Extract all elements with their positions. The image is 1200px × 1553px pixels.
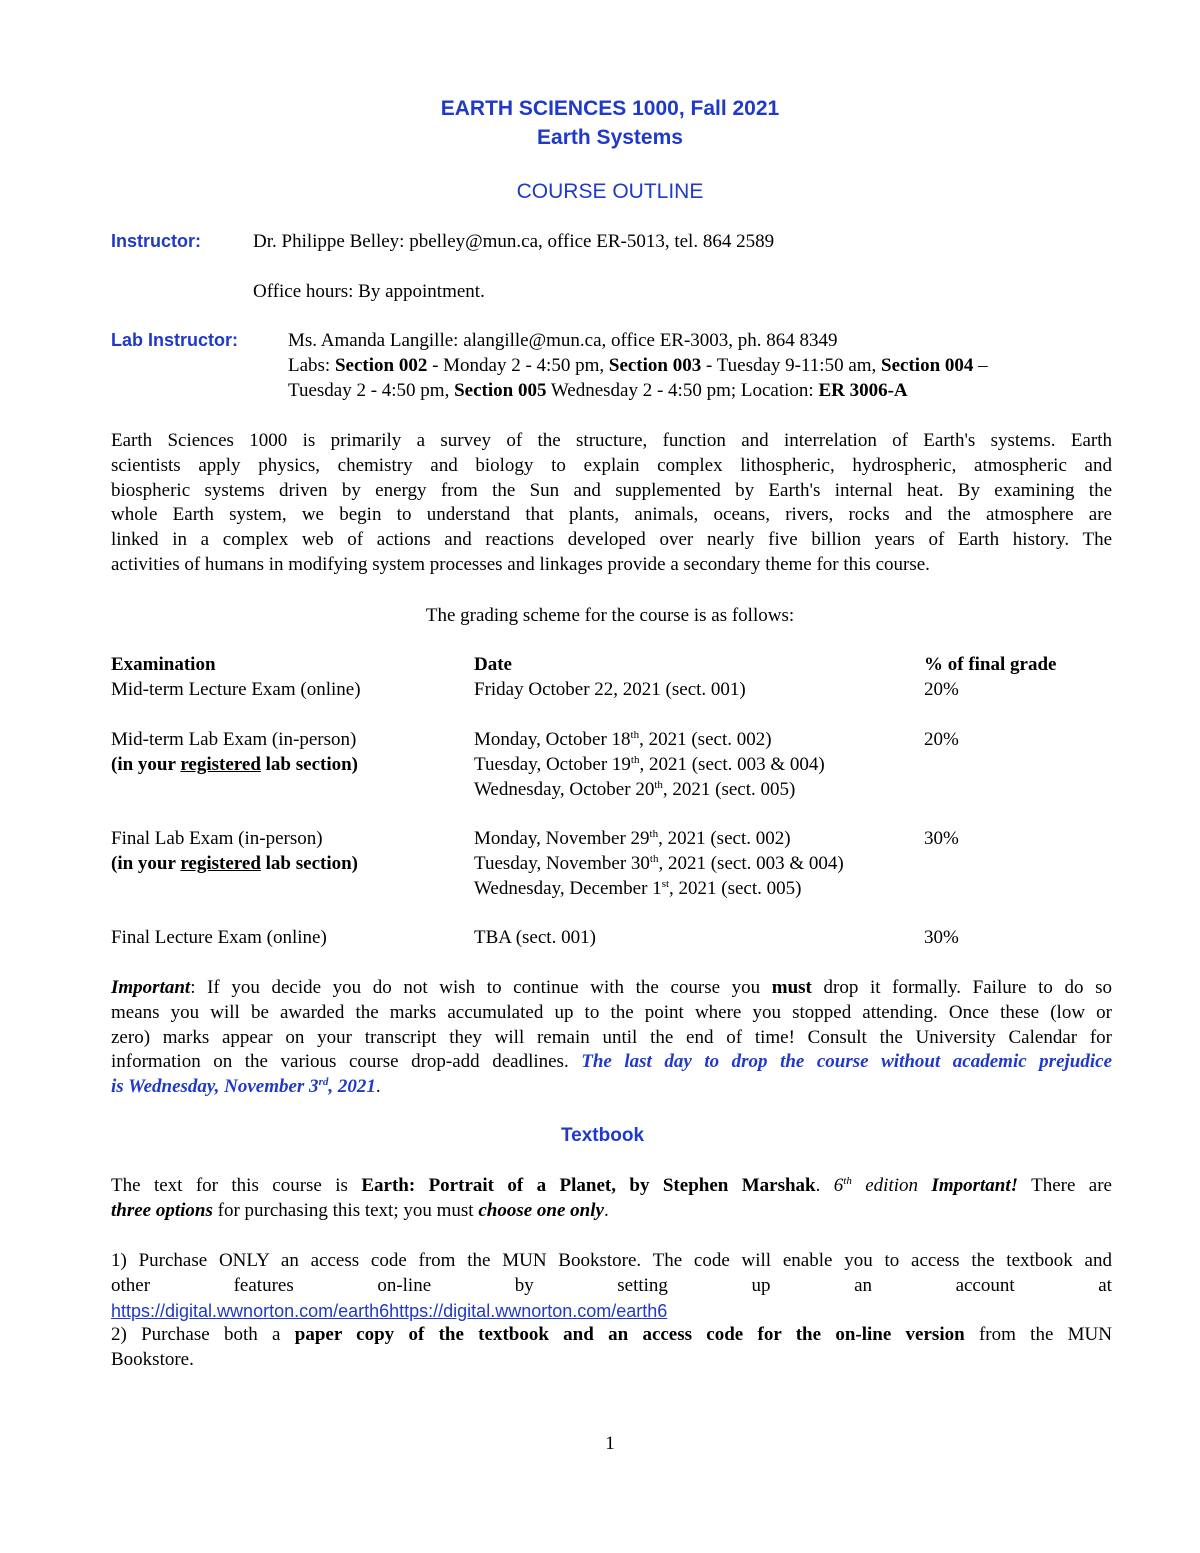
page-number: 1 [605,1433,615,1454]
lab-instructor-label: Lab Instructor: [111,330,239,350]
lab-instructor-info: Ms. Amanda Langille: alangille@mun.ca, office ER-3003, ph. 864 8349 [288,330,838,351]
header-percent: % of final grade [924,654,1057,675]
final-lecture-pct: 30% [924,927,959,948]
description-line: biospheric systems driven by energy from the Sun and supplemented by Earth's internal heat. By examining the [111,479,1112,501]
final-lecture-date: TBA (sect. 001) [474,927,596,948]
norton-link[interactable]: https://digital.wwnorton.com/earth6https://digital.wwnorton.com/earth6 [111,1300,668,1321]
option-1-line: 1) Purchase ONLY an access code from the MUN Bookstore. The code will enable you to access the textbook and [111,1250,1112,1271]
midterm-lecture-pct: 20% [924,679,959,700]
final-lab-date-2: Tuesday, November 30th, 2021 (sect. 003 & 004) [474,853,844,874]
midterm-lab-date-2: Tuesday, October 19th, 2021 (sect. 003 & 004) [474,754,825,775]
important-line: Important: If you decide you do not wish to continue with the course you must drop it formally. Failure to do so [111,977,1112,998]
midterm-lecture-date: Friday October 22, 2021 (sect. 001) [474,679,746,700]
instructor-info: Dr. Philippe Belley: pbelley@mun.ca, office ER-5013, tel. 864 2589 [253,231,775,252]
midterm-lecture-exam: Mid-term Lecture Exam (online) [111,679,361,700]
midterm-lab-exam: Mid-term Lab Exam (in-person) [111,729,357,750]
labs-line-2: Tuesday 2 - 4:50 pm, Section 005 Wednesday 2 - 4:50 pm; Location: ER 3006-A [288,380,908,401]
important-line: zero) marks appear on your transcript they will remain until the end of time! Consult the University Calendar for [111,1026,1112,1048]
description-line: scientists apply physics, chemistry and biology to explain complex lithospheric, hydrospheric, atmospheric and [111,454,1112,476]
option-1-line-2: other features on-line by setting up an account at [111,1274,1112,1296]
final-lab-pct: 30% [924,828,959,849]
option-2-line-2: Bookstore. [111,1348,194,1370]
midterm-lab-date-1: Monday, October 18th, 2021 (sect. 002) [474,729,772,750]
option-1-link-line [111,1299,1112,1325]
labs-line-1: Labs: Section 002 - Monday 2 - 4:50 pm, Section 003 - Tuesday 9-11:50 am, Section 004 – [288,355,988,376]
important-line: information on the various course drop-add deadlines. The last day to drop the course without academic prejudice [111,1051,1113,1073]
important-line: is Wednesday, November 3rd, 2021. [111,1076,381,1098]
option-1 [111,1249,1112,1324]
description-line: activities of humans in modifying system processes and linkages provide a secondary theme for this course. [111,553,930,575]
final-lab-date-3: Wednesday, December 1st, 2021 (sect. 005) [474,878,802,899]
header-date: Date [474,654,512,675]
textbook-paragraph [111,1174,1112,1224]
outline-heading: COURSE OUTLINE [516,180,704,203]
textbook-heading: Textbook [560,1125,645,1146]
final-lecture-exam: Final Lecture Exam (online) [111,927,327,948]
important-notice [111,976,1112,1100]
final-lab-exam: Final Lab Exam (in-person) [111,828,323,849]
option-2 [111,1323,1112,1373]
option-2-line: 2) Purchase both a paper copy of the textbook and an access code for the on-line version from the MUN [111,1324,1112,1345]
final-lab-note: (in your registered lab section) [111,853,358,874]
course-title: EARTH SCIENCES 1000, Fall 2021 [440,97,780,120]
midterm-lab-pct: 20% [924,729,959,750]
instructor-label: Instructor: [111,231,201,251]
grading-intro: The grading scheme for the course is as follows: [425,605,795,626]
drop-deadline: The last day to drop the course without academic prejudice [581,1051,1113,1073]
description-line: whole Earth system, we begin to understand that plants, animals, oceans, rivers, rocks and the atmosphere are [111,504,1112,526]
office-hours: Office hours: By appointment. [253,281,485,302]
header-examination: Examination [111,654,216,675]
course-subtitle: Earth Systems [537,126,683,149]
description-line: linked in a complex web of actions and reactions developed over nearly five billion years of Earth history. The [111,529,1112,551]
important-line: means you will be awarded the marks accumulated up to the point where you stopped attending. Once these (low or [111,1001,1112,1023]
course-description [111,429,1112,578]
midterm-lab-note: (in your registered lab section) [111,754,358,775]
final-lab-date-1: Monday, November 29th, 2021 (sect. 002) [474,828,791,849]
midterm-lab-date-3: Wednesday, October 20th, 2021 (sect. 005) [474,779,796,800]
textbook-line: The text for this course is Earth: Portrait of a Planet, by Stephen Marshak. 6th edition Important! There are [111,1175,1112,1196]
description-line: Earth Sciences 1000 is primarily a survey of the structure, function and interrelation of Earth's systems. Earth [111,430,1112,451]
textbook-line: three options for purchasing this text; you must choose one only. [111,1199,609,1221]
